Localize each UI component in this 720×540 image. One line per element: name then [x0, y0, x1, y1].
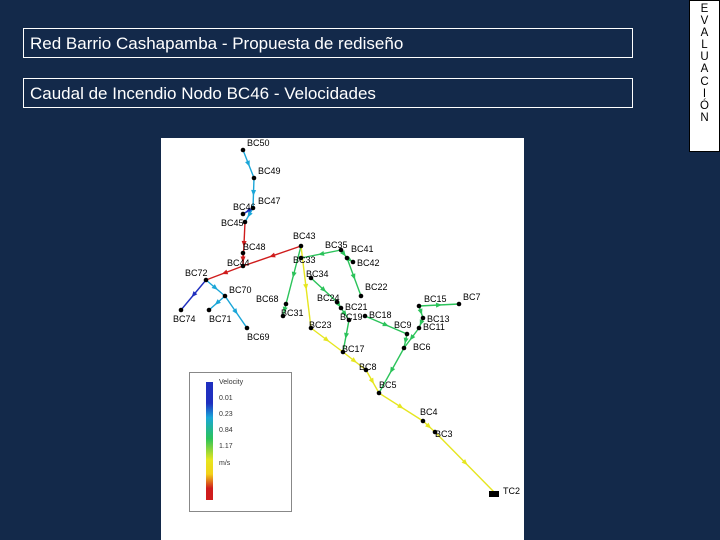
legend-value: 0.01 [219, 395, 233, 402]
node-label: TC2 [503, 486, 521, 496]
node-bc7 [457, 292, 481, 306]
junction-dot [351, 260, 356, 265]
node-label: BC11 [423, 322, 445, 332]
side-letter: N [700, 111, 709, 124]
node-label: BC18 [369, 310, 392, 320]
velocity-legend [189, 372, 292, 512]
node-bc23 [309, 320, 332, 330]
side-letter: V [700, 15, 709, 28]
pipe-bc5-bc4 [379, 393, 423, 421]
network-map [161, 138, 524, 540]
flow-arrow-icon [303, 284, 309, 291]
pipe-bc70-bc71 [209, 296, 225, 310]
junction-dot [223, 294, 228, 299]
junction-dot [207, 308, 212, 313]
junction-dot [402, 346, 407, 351]
junction-dot [417, 304, 422, 309]
junction-dot [421, 316, 426, 321]
node-bc71 [207, 308, 232, 324]
junction-dot [457, 302, 462, 307]
node-label: BC43 [293, 231, 316, 241]
pipe-bc8-bc5 [366, 370, 379, 393]
node-label: BC46 [233, 202, 256, 212]
node-label: BC48 [243, 242, 266, 252]
flow-arrow-icon [382, 322, 389, 329]
node-bc72 [185, 268, 208, 282]
pipe-bc3-tc2 [435, 432, 496, 494]
node-label: BC70 [229, 285, 252, 295]
junction-dot [241, 148, 246, 153]
legend-color-bar [206, 382, 213, 500]
node-bc44 [227, 258, 250, 268]
node-bc34 [306, 269, 329, 280]
node-bc70 [223, 285, 252, 298]
legend-value: 0.84 [219, 427, 233, 434]
pipe-bc50-bc49 [243, 150, 254, 178]
node-label: BC24 [317, 293, 340, 303]
junction-dot [359, 294, 364, 299]
node-bc9 [394, 320, 412, 336]
node-bc42 [351, 258, 380, 268]
side-letter: A [700, 27, 709, 40]
node-bc24 [317, 293, 340, 304]
flow-arrow-icon [221, 270, 228, 277]
side-letter: E [700, 3, 709, 15]
node-label: BC49 [258, 166, 281, 176]
node-label: BC23 [309, 320, 332, 330]
junction-dot [405, 332, 410, 337]
node-tc2 [489, 486, 520, 497]
junction-dot [241, 212, 246, 217]
node-bc4 [420, 407, 438, 423]
evaluation-vertical-label [689, 0, 720, 152]
node-label: BC19 [340, 312, 363, 322]
node-label: BC47 [258, 196, 281, 206]
node-bc5 [377, 380, 397, 395]
node-bc46 [233, 202, 256, 216]
junction-dot [245, 326, 250, 331]
node-bc45 [221, 218, 247, 228]
node-label: BC41 [351, 244, 374, 254]
node-bc49 [252, 166, 281, 180]
flow-arrow-icon [418, 308, 425, 315]
tank-icon [489, 491, 499, 497]
pipe-bc72-bc74 [181, 280, 206, 310]
node-label: BC44 [227, 258, 250, 268]
node-label: BC13 [427, 314, 450, 324]
node-bc74 [173, 308, 196, 324]
node-bc43 [293, 231, 316, 248]
node-label: BC21 [345, 302, 368, 312]
side-letter: I [702, 87, 707, 100]
node-label: BC3 [435, 429, 453, 439]
flow-arrow-icon [351, 273, 358, 280]
node-label: BC22 [365, 282, 388, 292]
node-label: BC6 [413, 342, 431, 352]
side-letter: U [700, 51, 709, 64]
slide-subtitle: Caudal de Incendio Nodo BC46 - Velocidades [23, 78, 633, 108]
flow-arrow-icon [251, 190, 256, 196]
node-label: BC4 [420, 407, 438, 417]
side-letter: C [700, 75, 709, 88]
junction-dot [345, 256, 350, 261]
pipe-bc23-bc17 [311, 328, 343, 352]
node-label: BC5 [379, 380, 397, 390]
node-bc50 [241, 138, 270, 152]
pipe-bc44-bc72 [206, 266, 243, 280]
node-label: BC45 [221, 218, 244, 228]
side-letter: Ó [700, 99, 709, 112]
node-label: BC34 [306, 269, 329, 279]
side-letter: A [700, 63, 709, 76]
node-bc8 [359, 362, 377, 372]
node-label: BC50 [247, 138, 270, 148]
node-label: BC17 [342, 344, 365, 354]
junction-dot [179, 308, 184, 313]
node-label: BC68 [256, 294, 279, 304]
node-bc22 [359, 282, 388, 298]
node-bc3 [433, 429, 453, 439]
node-label: BC69 [247, 332, 270, 342]
pipe-bc4-bc3 [423, 421, 435, 432]
junction-dot [421, 419, 426, 424]
node-label: BC42 [357, 258, 380, 268]
junction-dot [377, 391, 382, 396]
pipe-bc72-bc70 [206, 280, 225, 296]
junction-dot [252, 176, 257, 181]
node-label: BC72 [185, 268, 208, 278]
node-label: BC9 [394, 320, 412, 330]
junction-dot [339, 306, 344, 311]
legend-title: Velocity [219, 379, 244, 386]
node-label: BC15 [424, 294, 447, 304]
flow-arrow-icon [388, 367, 395, 375]
flow-arrow-icon [369, 378, 376, 386]
node-label: BC7 [463, 292, 481, 302]
node-label: BC33 [293, 255, 316, 265]
node-bc68 [256, 294, 288, 306]
node-label: BC31 [281, 308, 304, 318]
node-label: BC71 [209, 314, 232, 324]
junction-dot [299, 244, 304, 249]
junction-dot [204, 278, 209, 283]
legend-value: 0.23 [219, 411, 233, 418]
node-bc17 [341, 344, 365, 354]
junction-dot [417, 326, 422, 331]
node-bc15 [417, 294, 447, 308]
side-letter: L [701, 39, 708, 52]
node-bc19 [340, 312, 363, 322]
junction-dot [363, 314, 368, 319]
node-label: BC8 [359, 362, 377, 372]
slide-title: Red Barrio Cashapamba - Propuesta de rediseño [23, 28, 633, 58]
legend-unit: m/s [219, 460, 231, 467]
flow-arrow-icon [268, 253, 275, 260]
node-bc48 [241, 242, 266, 255]
node-bc33 [293, 255, 316, 265]
node-label: BC35 [325, 240, 348, 250]
node-bc31 [281, 308, 304, 318]
legend-value: 1.17 [219, 443, 233, 450]
node-label: BC74 [173, 314, 196, 324]
flow-arrow-icon [397, 403, 405, 410]
flow-arrow-icon [245, 160, 252, 167]
node-bc6 [402, 342, 431, 352]
node-bc69 [245, 326, 270, 342]
junction-dot [284, 302, 289, 307]
